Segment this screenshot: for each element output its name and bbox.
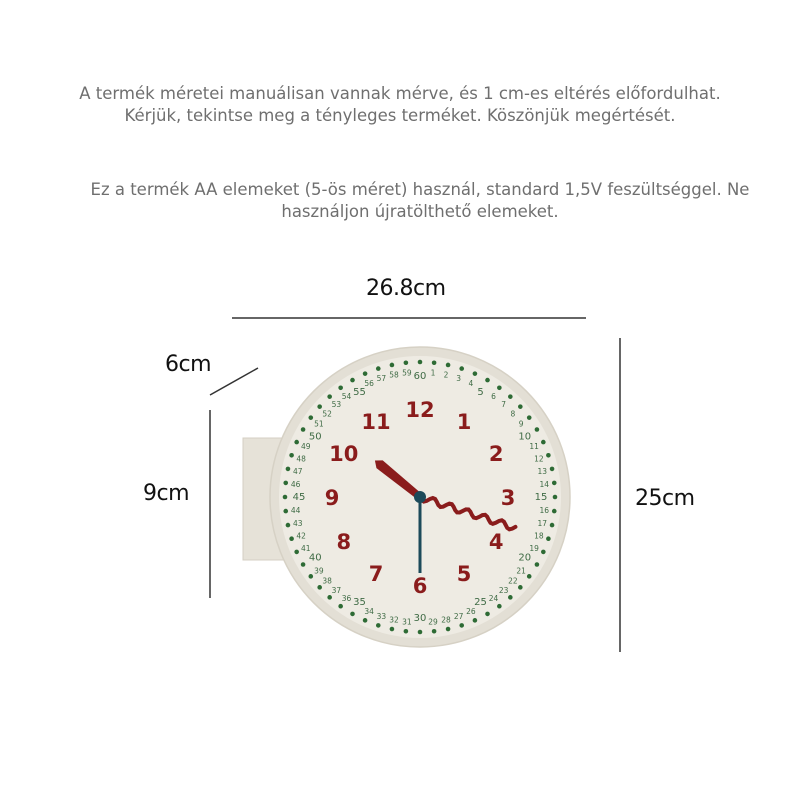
minute-dot <box>317 404 322 409</box>
minute-label: 50 <box>308 431 322 443</box>
minute-dot <box>553 495 558 500</box>
notice-line-4: használjon újratölthető elemeket. <box>281 202 559 221</box>
minute-label: 29 <box>428 617 438 627</box>
depth-dimension-line <box>210 368 258 395</box>
minute-label: 27 <box>453 611 464 621</box>
minute-dot <box>390 363 395 368</box>
minute-dot <box>497 385 502 390</box>
minute-dot <box>363 618 368 623</box>
minute-label: 11 <box>529 442 539 452</box>
minute-dot <box>550 467 555 472</box>
minute-dot <box>376 623 381 628</box>
minute-dot <box>508 595 513 600</box>
hour-numeral: 1 <box>456 409 472 434</box>
minute-label: 42 <box>296 531 306 541</box>
minute-dot <box>446 627 451 632</box>
notice-line-1: A termék méretei manuálisan vannak mérve, és 1 cm-es eltérés előfordulhat. <box>79 84 721 103</box>
minute-label: 38 <box>322 576 332 586</box>
minute-dot <box>473 371 478 376</box>
minute-dot <box>546 536 551 541</box>
minute-dot <box>508 394 513 399</box>
minute-dot <box>485 378 490 383</box>
minute-label: 28 <box>441 615 451 625</box>
depth-label: 6cm <box>165 352 212 377</box>
minute-dot <box>350 612 355 617</box>
minute-label: 26 <box>466 607 476 617</box>
minute-label: 7 <box>501 400 507 410</box>
minute-dot <box>459 366 464 371</box>
hour-numeral: 7 <box>368 562 384 587</box>
minute-label: 51 <box>314 419 324 429</box>
minute-dot <box>552 509 557 514</box>
minute-label: 56 <box>364 378 374 388</box>
hour-numeral: 5 <box>456 562 472 587</box>
minute-dot <box>338 604 343 609</box>
minute-dot <box>418 630 423 635</box>
notice-line-2: Kérjük, tekintse meg a tényleges terméket. Köszönjük megértését. <box>124 106 676 125</box>
minute-label: 41 <box>301 543 311 553</box>
minute-dot <box>327 595 332 600</box>
minute-dot <box>289 453 294 458</box>
minute-label: 21 <box>516 566 526 576</box>
minute-dot <box>301 427 306 432</box>
minute-label: 49 <box>301 442 311 452</box>
minute-dot <box>404 360 409 365</box>
minute-label: 44 <box>290 506 301 516</box>
minute-label: 25 <box>474 596 487 608</box>
bracket-height-label: 9cm <box>143 481 190 506</box>
minute-label: 18 <box>534 531 544 541</box>
minute-label: 57 <box>376 374 387 384</box>
minute-label: 14 <box>539 479 550 489</box>
minute-label: 47 <box>292 467 303 477</box>
center-hub <box>414 491 426 503</box>
minute-label: 60 <box>413 371 427 382</box>
minute-label: 48 <box>296 454 306 464</box>
minute-label: 9 <box>518 419 524 429</box>
minute-label: 23 <box>498 585 509 595</box>
hour-numeral: 11 <box>361 409 391 434</box>
minute-dot <box>550 523 555 528</box>
hour-numeral: 10 <box>329 442 359 466</box>
minute-dot <box>283 495 288 500</box>
minute-dot <box>518 585 523 590</box>
minute-dot <box>552 481 557 486</box>
minute-label: 34 <box>364 607 374 617</box>
minute-label: 22 <box>508 576 518 586</box>
minute-label: 17 <box>537 518 548 528</box>
minute-label: 58 <box>389 370 399 380</box>
minute-dot <box>376 366 381 371</box>
minute-label: 1 <box>430 368 436 378</box>
width-label: 26.8cm <box>366 276 446 301</box>
minute-label: 6 <box>491 391 496 401</box>
notice-line-3: Ez a termék AA elemeket (5-ös méret) használ, standard 1,5V feszültséggel. Ne <box>90 180 750 199</box>
minute-dot <box>473 618 478 623</box>
minute-dot <box>446 363 451 368</box>
minute-dot <box>350 378 355 383</box>
minute-dot <box>541 550 546 555</box>
minute-dot <box>363 371 368 376</box>
minute-dot <box>308 415 313 420</box>
minute-label: 35 <box>353 596 366 608</box>
minute-dot <box>432 360 437 365</box>
minute-label: 59 <box>402 368 412 378</box>
minute-label: 3 <box>456 374 462 384</box>
minute-label: 2 <box>443 370 449 380</box>
minute-dot <box>404 629 409 634</box>
minute-dot <box>294 550 299 555</box>
minute-label: 31 <box>402 617 412 627</box>
minute-label: 45 <box>292 492 306 503</box>
minute-dot <box>485 612 490 617</box>
minute-dot <box>286 467 291 472</box>
minute-dot <box>535 427 540 432</box>
minute-label: 8 <box>510 409 516 419</box>
minute-label: 12 <box>534 454 544 464</box>
minute-dot <box>459 623 464 628</box>
minute-label: 37 <box>331 585 342 595</box>
minute-label: 33 <box>376 611 387 621</box>
minute-label: 16 <box>539 506 550 516</box>
minute-dot <box>518 404 523 409</box>
minute-label: 40 <box>308 552 322 564</box>
minute-label: 43 <box>292 518 303 528</box>
minute-label: 52 <box>322 409 332 419</box>
minute-label: 39 <box>314 566 324 576</box>
minute-label: 5 <box>477 387 484 399</box>
minute-dot <box>535 562 540 567</box>
minute-dot <box>541 440 546 445</box>
hour-numeral: 2 <box>488 442 504 466</box>
minute-dot <box>286 523 291 528</box>
minute-label: 10 <box>518 431 532 443</box>
minute-dot <box>301 562 306 567</box>
minute-label: 54 <box>341 391 352 401</box>
minute-dot <box>546 453 551 458</box>
minute-dot <box>289 536 294 541</box>
minute-label: 55 <box>353 387 366 399</box>
minute-dot <box>418 360 423 365</box>
hour-numeral: 4 <box>488 530 504 554</box>
hour-numeral: 3 <box>500 486 516 510</box>
minute-label: 32 <box>389 615 399 625</box>
minute-dot <box>283 481 288 486</box>
minute-label: 30 <box>413 613 427 624</box>
minute-label: 15 <box>534 492 548 503</box>
minute-dot <box>527 415 532 420</box>
minute-dot <box>317 585 322 590</box>
minute-dot <box>283 509 288 514</box>
height-label: 25cm <box>635 486 695 511</box>
minute-label: 46 <box>290 479 301 489</box>
minute-label: 4 <box>468 378 474 388</box>
minute-dot <box>432 629 437 634</box>
hour-numeral: 12 <box>405 398 435 422</box>
minute-label: 19 <box>529 543 539 553</box>
minute-dot <box>327 394 332 399</box>
hour-numeral: 9 <box>324 486 340 510</box>
hour-numeral: 6 <box>412 574 428 598</box>
minute-label: 36 <box>341 594 352 604</box>
minute-dot <box>390 627 395 632</box>
minute-label: 13 <box>537 467 548 477</box>
minute-dot <box>308 574 313 579</box>
minute-label: 24 <box>488 594 499 604</box>
minute-label: 20 <box>518 552 532 564</box>
minute-dot <box>527 574 532 579</box>
minute-dot <box>338 385 343 390</box>
minute-label: 53 <box>331 400 342 410</box>
minute-dot <box>294 440 299 445</box>
hour-numeral: 8 <box>336 530 352 554</box>
minute-dot <box>497 604 502 609</box>
